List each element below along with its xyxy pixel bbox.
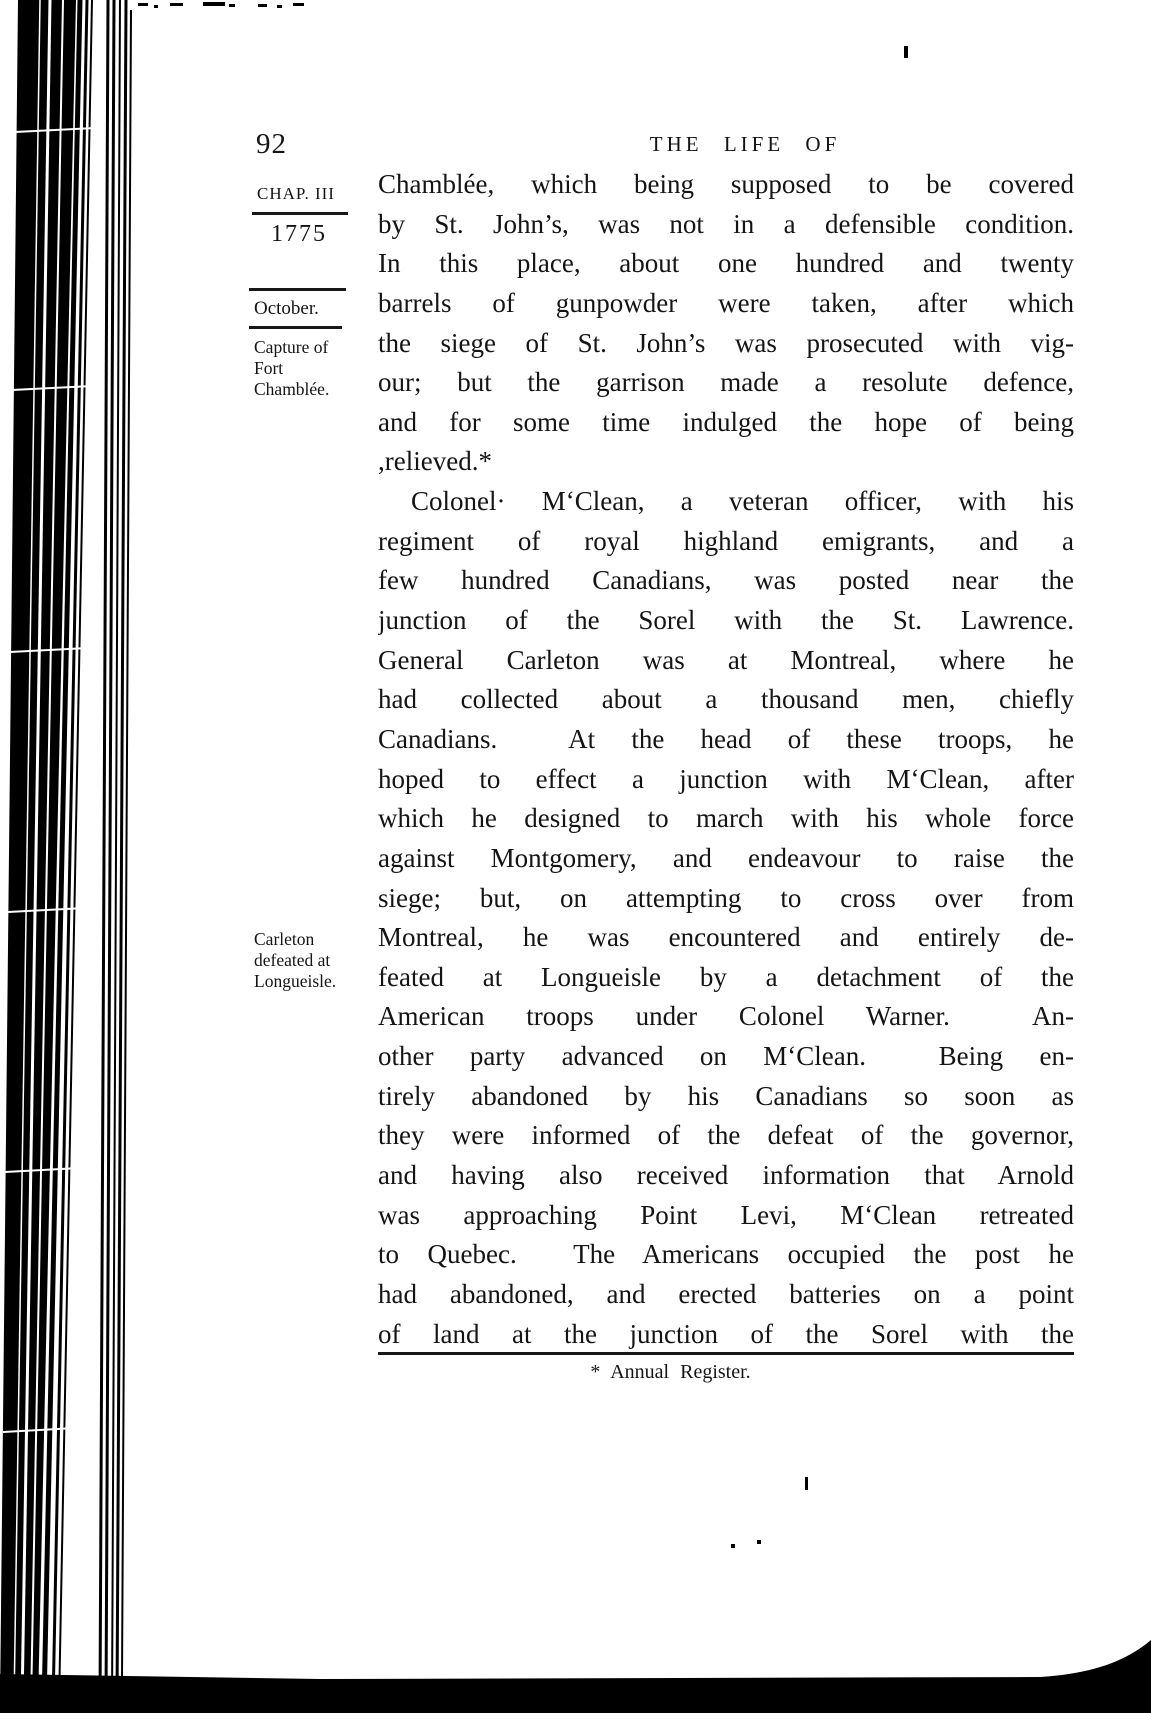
footnote: * Annual Register. (590, 1361, 751, 1383)
body-line: they were informed of the defeat of the governor, (378, 1120, 1074, 1151)
body-line: American troops under Colonel Warner. An- (378, 1001, 1074, 1032)
body-line: against Montgomery, and endeavour to raise the (378, 842, 1074, 873)
body-line: hoped to effect a junction with M‘Clean, after (378, 763, 1074, 794)
side-note-line: Capture of (254, 337, 329, 357)
body-line-paragraph-start: Colonel· M‘Clean, a veteran officer, with his (411, 486, 1074, 517)
margin-rule-chapter (252, 212, 348, 215)
side-note-carleton-defeated (254, 929, 374, 991)
top-edge-specks (138, 2, 304, 8)
body-text-column (378, 165, 1074, 1354)
body-line: had collected about a thousand men, chiefly (378, 684, 1074, 715)
footnote-rule (378, 1352, 1074, 1355)
body-line: General Carleton was at Montreal, where he (378, 644, 1074, 675)
body-line: other party advanced on M‘Clean. Being en- (378, 1041, 1074, 1072)
body-line: of land at the junction of the Sorel with the (378, 1318, 1074, 1349)
body-line: our; but the garrison made a resolute defence, (378, 367, 1074, 398)
body-line: and for some time indulged the hope of being (378, 406, 1074, 437)
side-note-capture-fort-chamblee (254, 337, 374, 399)
bottom-scan-band (0, 1640, 1151, 1713)
year-label: 1775 (271, 221, 327, 247)
side-note-line: Longueisle. (254, 970, 337, 991)
body-line: feated at Longueisle by a detachment of the (378, 961, 1074, 992)
side-note-line: Carleton (254, 929, 315, 949)
page-number: 92 (256, 128, 287, 160)
body-line: Montreal, he was encountered and entirely de- (378, 922, 1074, 953)
side-note-line: defeated at (254, 949, 331, 970)
body-line: In this place, about one hundred and twenty (378, 248, 1074, 279)
body-line: the siege of St. John’s was prosecuted with vig- (378, 327, 1074, 358)
margin-rule-month-top (249, 288, 346, 291)
chapter-label: CHAP. III (257, 184, 335, 203)
body-line: Canadians. At the head of these troops, he (378, 723, 1074, 754)
body-line: tirely abandoned by his Canadians so soon as (378, 1080, 1074, 1111)
margin-rule-month-bottom (249, 326, 342, 329)
body-line: barrels of gunpowder were taken, after which (378, 287, 1074, 318)
left-binding-shadow (0, 0, 131, 1705)
body-line: regiment of royal highland emigrants, and a (378, 525, 1074, 556)
body-line: junction of the Sorel with the St. Lawrence. (378, 605, 1074, 636)
month-label: October. (254, 298, 319, 319)
side-note-line: Chamblée. (254, 378, 330, 399)
running-header: THE LIFE OF (649, 132, 841, 156)
body-line: and having also received information that Arnold (378, 1160, 1074, 1191)
body-line: Chamblée, which being supposed to be covered (378, 169, 1074, 199)
body-line: to Quebec. The Americans occupied the post he (378, 1239, 1074, 1270)
body-line: by St. John’s, was not in a defensible condition. (378, 208, 1074, 239)
body-line: had abandoned, and erected batteries on a point (378, 1278, 1074, 1309)
side-note-line: Fort (254, 357, 284, 378)
body-line: was approaching Point Levi, M‘Clean retreated (378, 1199, 1074, 1230)
body-line: few hundred Canadians, was posted near the (378, 565, 1074, 596)
body-line-paragraph-end: ,relieved.* (378, 446, 492, 477)
body-line: which he designed to march with his whole force (378, 803, 1074, 834)
body-line: siege; but, on attempting to cross over from (378, 882, 1074, 913)
